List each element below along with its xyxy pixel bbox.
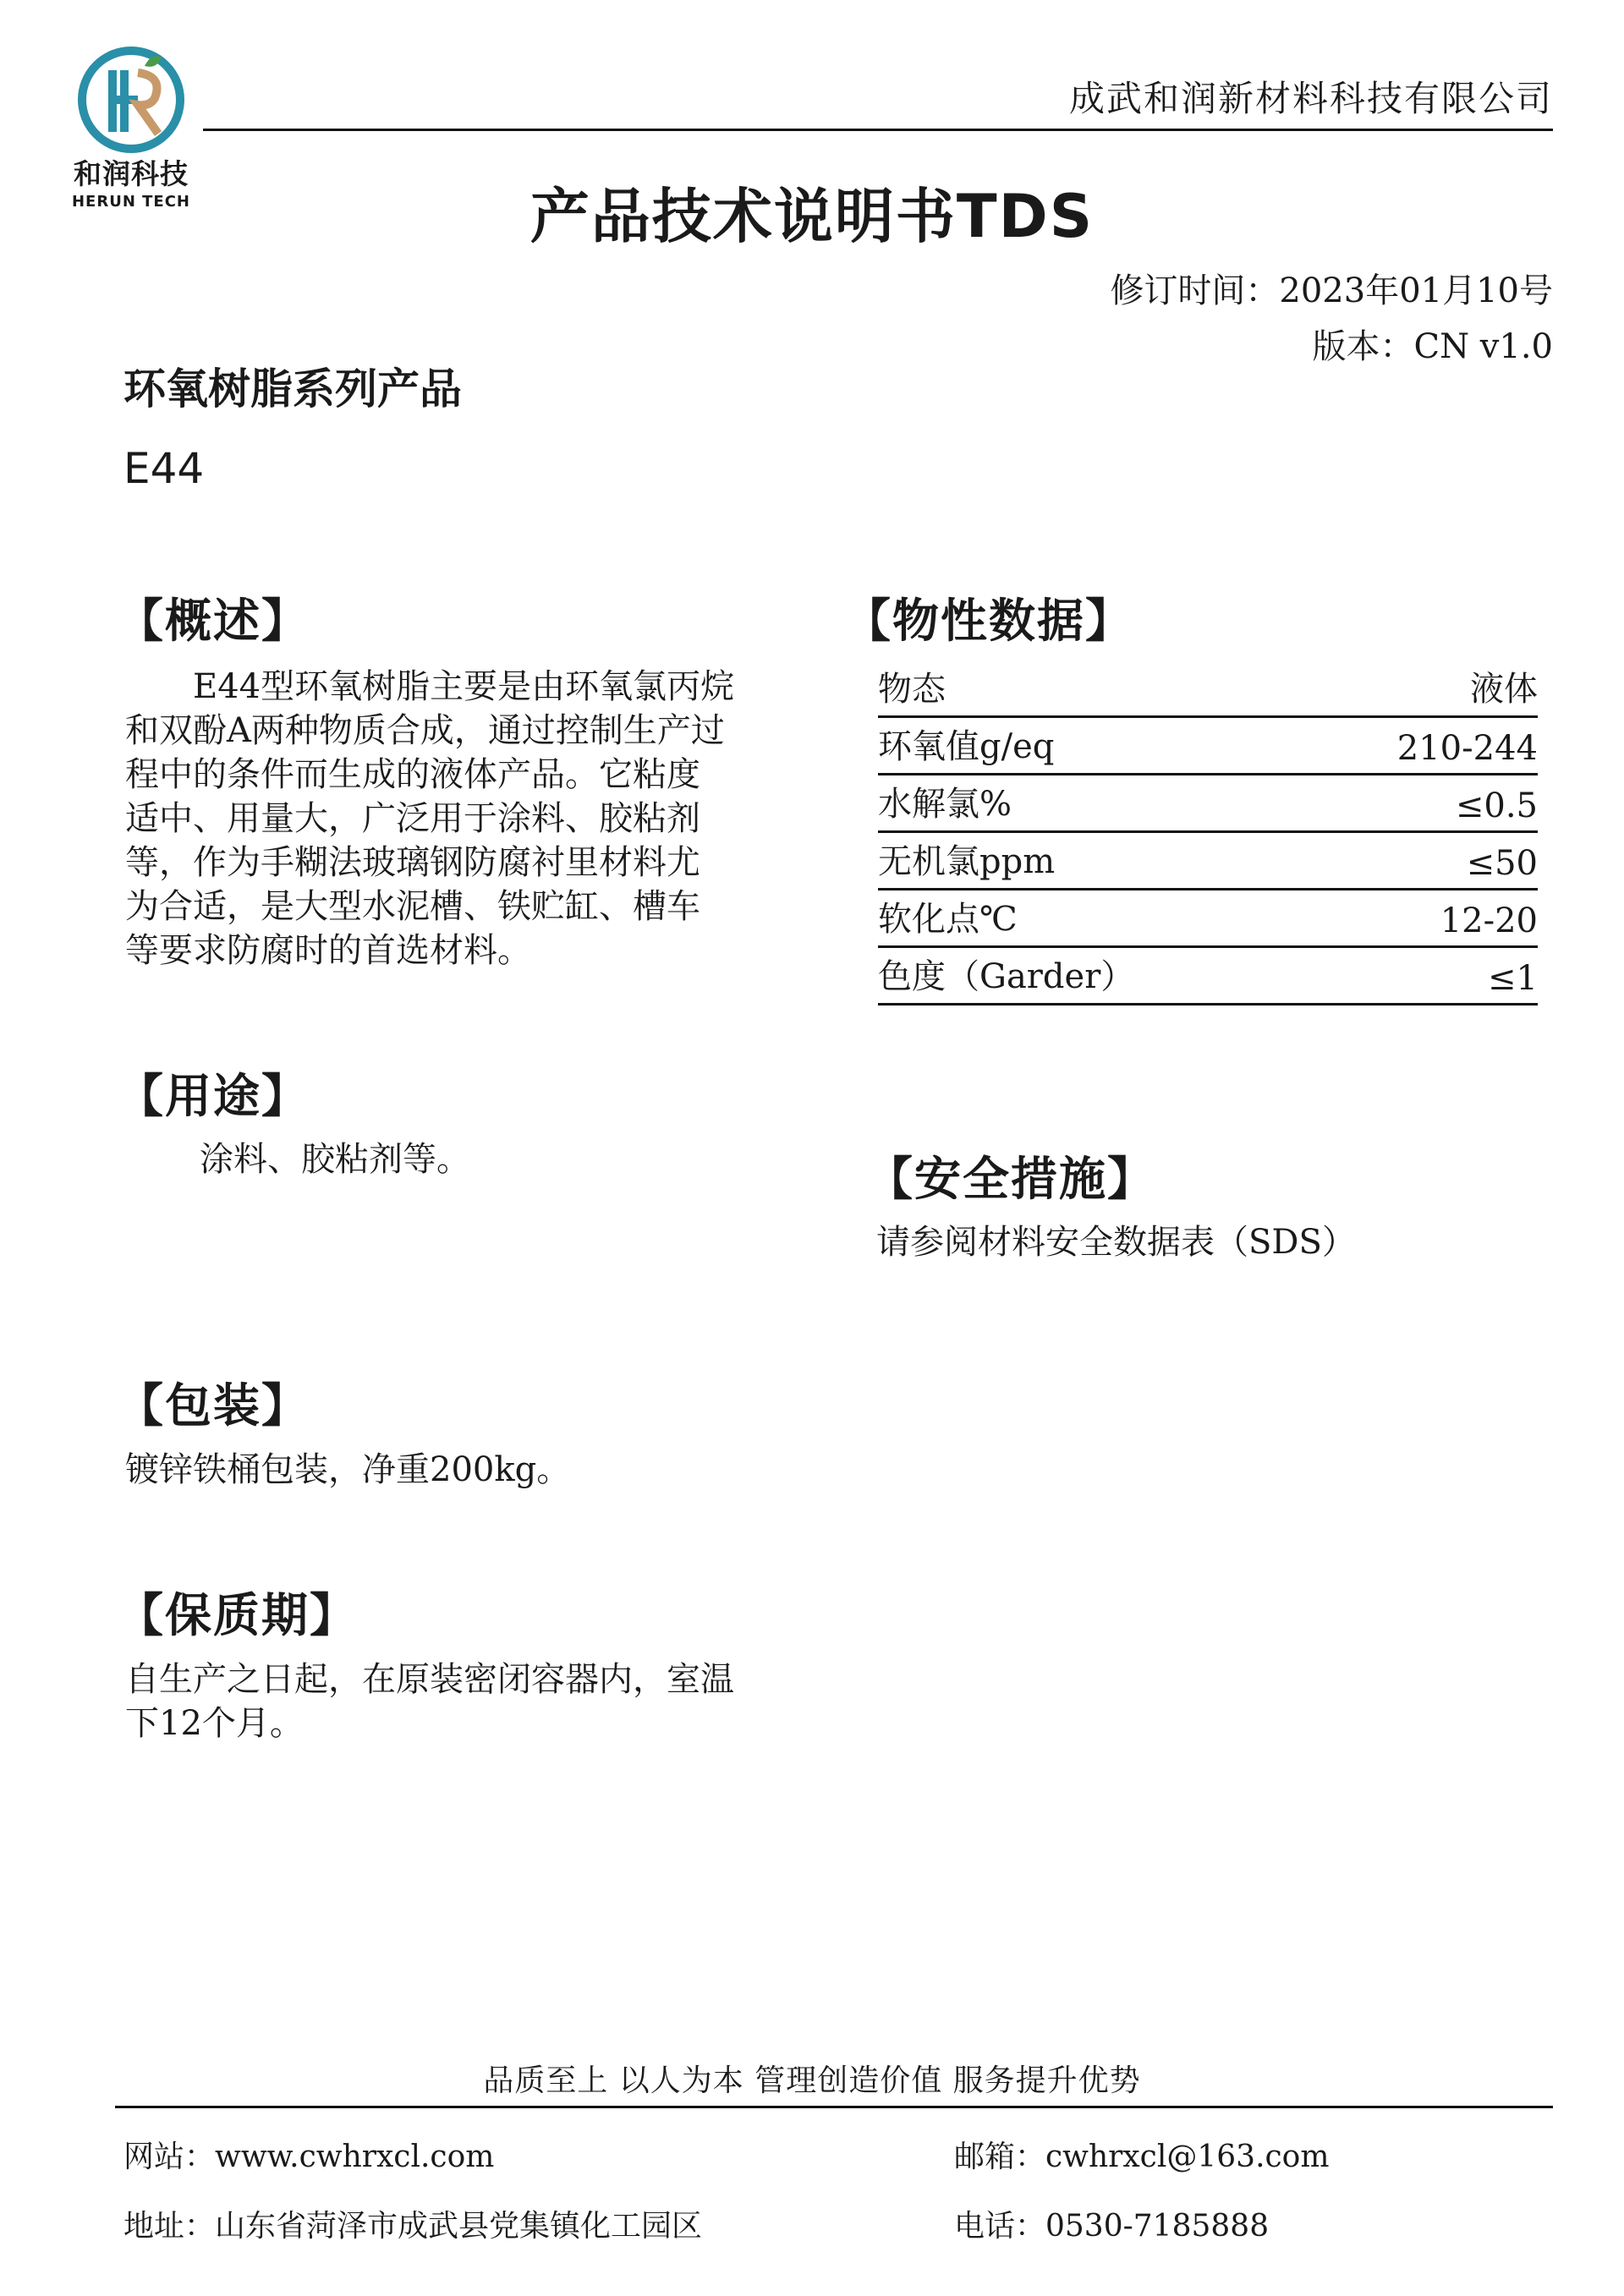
overview-line: 等，作为手糊法玻璃钢防腐衬里材料尤 (125, 843, 700, 882)
overview-line: E44型环氧树脂主要是由环氧氯丙烷 (125, 667, 735, 706)
overview-line: 程中的条件而生成的液体产品。它粘度 (125, 755, 700, 794)
properties-row (878, 835, 1538, 890)
overview-text (125, 665, 802, 973)
overview-heading: 【概述】 (117, 594, 310, 648)
footer-divider (115, 2106, 1553, 2108)
logo-r-letter-icon (138, 73, 158, 134)
header-divider (203, 129, 1553, 131)
usage-text: 涂料、胶粘剂等。 (200, 1140, 470, 1179)
footer-email[interactable]: 邮箱：cwhrxcl@163.com (954, 2140, 1330, 2174)
shelf-life-line: 下12个月。 (125, 1704, 304, 1743)
shelf-life-line: 自生产之日起，在原装密闭容器内，室温 (125, 1660, 734, 1699)
properties-heading: 【物性数据】 (844, 594, 1134, 648)
property-name: 环氧值g/eq (878, 727, 1055, 766)
packaging-heading: 【包装】 (117, 1378, 310, 1433)
safety-text: 请参阅材料安全数据表（SDS） (876, 1223, 1356, 1262)
properties-row (878, 777, 1538, 833)
property-name: 物态 (878, 670, 946, 709)
property-name: 无机氯ppm (878, 842, 1056, 881)
logo-subtitle: HERUN TECH (71, 193, 191, 211)
footer-address: 地址：山东省菏泽市成武县党集镇化工园区 (123, 2209, 703, 2244)
company-name: 成武和润新材料科技有限公司 (1068, 78, 1553, 119)
logo-title: 和润科技 (74, 157, 189, 190)
property-value: ≤50 (1466, 844, 1538, 883)
footer-website[interactable]: 网站：www.cwhrxcl.com (123, 2140, 495, 2174)
document-title: 产品技术说明书TDS (529, 182, 1095, 251)
overview-line: 和双酚A两种物质合成，通过控制生产过 (125, 711, 725, 750)
properties-table (878, 662, 1538, 1006)
overview-line: 为合适，是大型水泥槽、铁贮缸、槽车 (125, 887, 700, 926)
safety-heading: 【安全措施】 (866, 1152, 1156, 1206)
property-value: 12-20 (1440, 901, 1538, 940)
properties-row (878, 892, 1538, 948)
product-series: 环氧树脂系列产品 (123, 364, 462, 414)
property-value: ≤1 (1488, 959, 1538, 998)
usage-heading: 【用途】 (117, 1069, 310, 1123)
overview-line: 适中、用量大，广泛用于涂料、胶粘剂 (125, 799, 700, 838)
footer-phone: 电话：0530-7185888 (954, 2209, 1270, 2244)
overview-line: 等要求防腐时的首选材料。 (125, 931, 531, 970)
packaging-text: 镀锌铁桶包装，净重200kg。 (125, 1450, 571, 1489)
property-name: 色度（Garder） (878, 957, 1135, 996)
shelf-life-text (125, 1658, 827, 1745)
property-name: 水解氯% (878, 785, 1012, 824)
footer-slogan: 品质至上 以人为本 管理创造价值 服务提升优势 (483, 2063, 1141, 2098)
properties-row (878, 662, 1538, 718)
shelf-life-heading: 【保质期】 (117, 1588, 359, 1642)
property-name: 软化点℃ (878, 900, 1018, 939)
property-value: ≤0.5 (1455, 786, 1538, 825)
properties-row (878, 950, 1538, 1006)
property-value: 210-244 (1396, 729, 1538, 768)
product-model: E44 (123, 444, 205, 493)
properties-row (878, 720, 1538, 775)
version-label: 版本：CN v1.0 (1312, 327, 1553, 366)
revision-date: 修订时间：2023年01月10号 (1110, 271, 1553, 310)
property-value: 液体 (1470, 670, 1538, 709)
